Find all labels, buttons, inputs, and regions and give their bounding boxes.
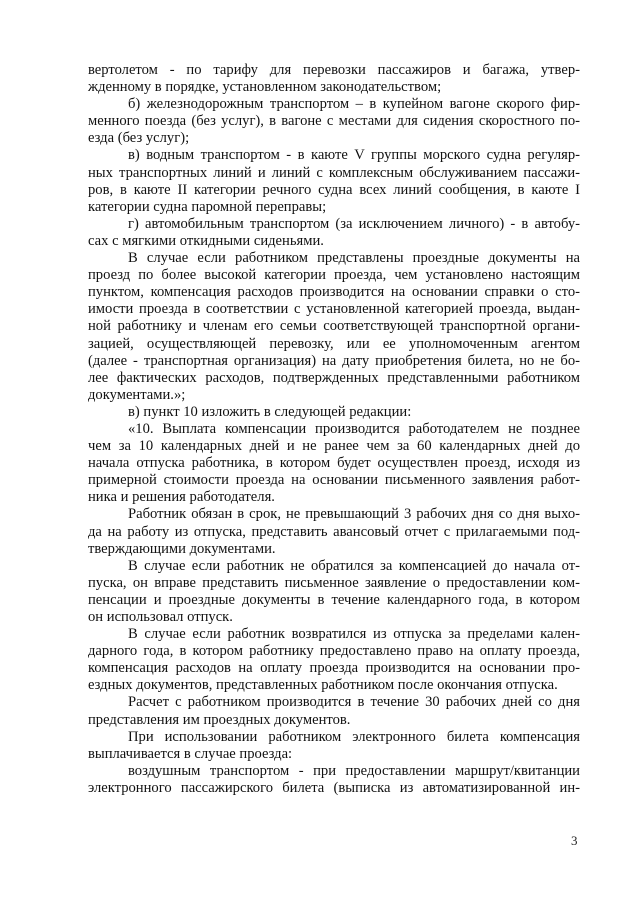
text-line: воздушным транспортом - при предоставлении маршрут/квитанции: [128, 762, 580, 779]
text-line: дарного года, в котором работнику предоставлено право на оплату проезда,: [88, 643, 580, 660]
text-line: чем за 10 календарных дней и не ранее чем за 60 календарных дней до: [88, 438, 580, 455]
text-line: категории судна паромной переправы;: [88, 198, 327, 215]
text-line: зацией, осуществляющей перевозку, или ее уполномоченным агентом: [88, 335, 580, 352]
text-line: компенсация расходов на оплату проезда производится на основании про-: [88, 660, 580, 677]
text-line: ных транспортных линий и линий с комплексным обслуживанием пассажи-: [88, 164, 580, 181]
paragraph: [88, 96, 580, 147]
text-line: г) автомобильным транспортом (за исключением личного) - в автобу-: [128, 215, 580, 232]
text-line: Работник обязан в срок, не превышающий 3 рабочих дня со дня выхо-: [128, 506, 580, 523]
paragraph: [88, 729, 580, 763]
text-line: электронного пассажирского билета (выписка из автоматизированной ин-: [88, 779, 580, 796]
text-line: лее фактических расходов, подтвержденных представленными работником: [88, 369, 580, 386]
text-line: пенсации и проездные документы в течение календарного года, в котором: [88, 591, 580, 608]
text-line: вертолетом - по тарифу для перевозки пассажиров и багажа, утвер-: [88, 62, 580, 78]
text-line: сах с мягкими откидными сиденьями.: [88, 232, 324, 249]
text-line: ров, в каюте II категории речного судна всех линий сообщения, в каюте I: [88, 181, 580, 198]
paragraph: [88, 558, 580, 626]
text-line: тверждающими документами.: [88, 540, 276, 557]
paragraph: [88, 694, 580, 728]
text-line: менного поезда (без услуг), в вагоне с местами для сидения скоростного по-: [88, 113, 580, 130]
text-line: В случае если работник возвратился из отпуска за пределами кален-: [128, 626, 580, 643]
paragraph: [88, 250, 580, 404]
text-line: жденному в порядке, установленном законодательством;: [88, 79, 442, 96]
text-line: При использовании работником электронного билета компенсация: [128, 728, 580, 745]
document-body: [88, 62, 580, 797]
paragraph: [88, 216, 580, 250]
text-line: пуска, он вправе представить письменное заявление о предоставлении ком-: [88, 574, 580, 591]
text-line: да на работу из отпуска, представить авансовый отчет с прилагаемыми под-: [88, 523, 580, 540]
paragraph: [88, 404, 580, 421]
text-line: Расчет с работником производится в течение 30 рабочих дней со дня: [128, 694, 580, 711]
text-line: «10. Выплата компенсации производится работодателем не позднее: [128, 420, 580, 437]
text-line: езда (без услуг);: [88, 130, 190, 147]
text-line: выплачивается в случае проезда:: [88, 745, 293, 762]
text-line: (далее - транспортная организация) на дату приобретения билета, но не бо-: [88, 352, 580, 369]
paragraph: [88, 147, 580, 215]
paragraph: [88, 506, 580, 557]
text-line: примерной стоимости проезда на основании письменного заявления работ-: [88, 472, 580, 489]
text-line: представления им проездных документов.: [88, 711, 351, 728]
text-line: ездных документов, представленных работником после окончания отпуска.: [88, 677, 558, 694]
text-line: в) водным транспортом - в каюте V группы морского судна регуляр-: [128, 147, 580, 164]
paragraph: [88, 421, 580, 506]
text-line: начала отпуска работника, в котором будет осуществлен проезд, исходя из: [88, 455, 580, 472]
paragraph: [88, 62, 580, 96]
paragraph: [88, 763, 580, 797]
page-number: 3: [571, 833, 578, 848]
text-line: пунктом, компенсация расходов производится на основании справки о сто-: [88, 284, 580, 301]
text-line: он использовал отпуск.: [88, 609, 233, 625]
text-line: в) пункт 10 изложить в следующей редакции:: [128, 403, 412, 420]
text-line: ной работнику и членам его семьи соответствующей транспортной органи-: [88, 318, 580, 335]
text-line: документами.»;: [88, 386, 186, 403]
text-line: имости проезда в соответствии с установленной категорией проезда, выдан-: [88, 301, 580, 318]
paragraph: [88, 626, 580, 694]
text-line: б) железнодорожным транспортом – в купейном вагоне скорого фир-: [128, 96, 580, 113]
text-line: проезд по более высокой категории проезда, чем установлено настоящим: [88, 267, 580, 284]
text-line: В случае если работником представлены проездные документы на: [128, 250, 580, 267]
text-line: В случае если работник не обратился за компенсацией до начала от-: [128, 557, 580, 574]
text-line: ника и решения работодателя.: [88, 489, 275, 506]
